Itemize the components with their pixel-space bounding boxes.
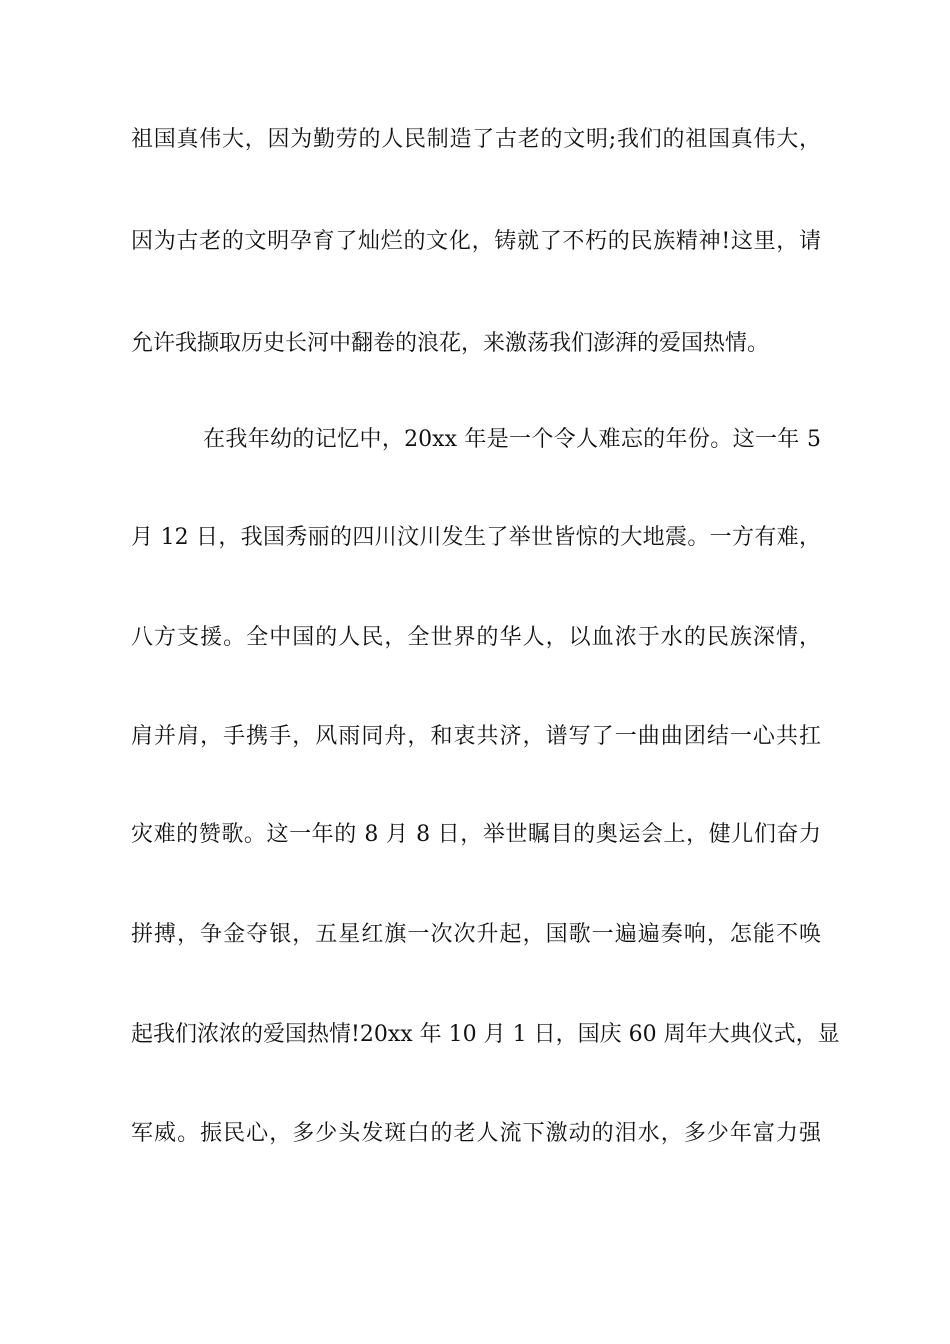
paragraph-line-1: 祖国真伟大，因为勤劳的人民制造了古老的文明;我们的祖国真伟大， <box>131 127 821 152</box>
paragraph-line-2: 因为古老的文明孕育了灿烂的文化，铸就了不朽的民族精神!这里，请 <box>131 229 821 254</box>
paragraph-line-11: 军威。振民心，多少头发斑白的老人流下激动的泪水，多少年富力强 <box>131 1121 821 1146</box>
paragraph-line-9: 拼搏，争金夺银，五星红旗一次次升起，国歌一遍遍奏响，怎能不唤 <box>131 922 821 947</box>
paragraph-line-10: 起我们浓浓的爱国热情!20xx 年 10 月 1 日，国庆 60 周年大典仪式，显 <box>131 1022 840 1047</box>
paragraph-line-8: 灾难的赞歌。这一年的 8 月 8 日，举世瞩目的奥运会上，健儿们奋力 <box>131 822 821 847</box>
paragraph-line-3: 允许我撷取历史长河中翻卷的浪花，来激荡我们澎湃的爱国热情。 <box>131 331 770 356</box>
paragraph-line-6: 八方支援。全中国的人民，全世界的华人，以血浓于水的民族深情， <box>131 625 821 650</box>
paragraph-line-4: 在我年幼的记忆中，20xx 年是一个令人难忘的年份。这一年 5 <box>203 427 821 452</box>
paragraph-line-7: 肩并肩，手携手，风雨同舟，和衷共济，谱写了一曲曲团结一心共扛 <box>131 724 821 749</box>
paragraph-line-5: 月 12 日，我国秀丽的四川汶川发生了举世皆惊的大地震。一方有难， <box>131 525 821 550</box>
